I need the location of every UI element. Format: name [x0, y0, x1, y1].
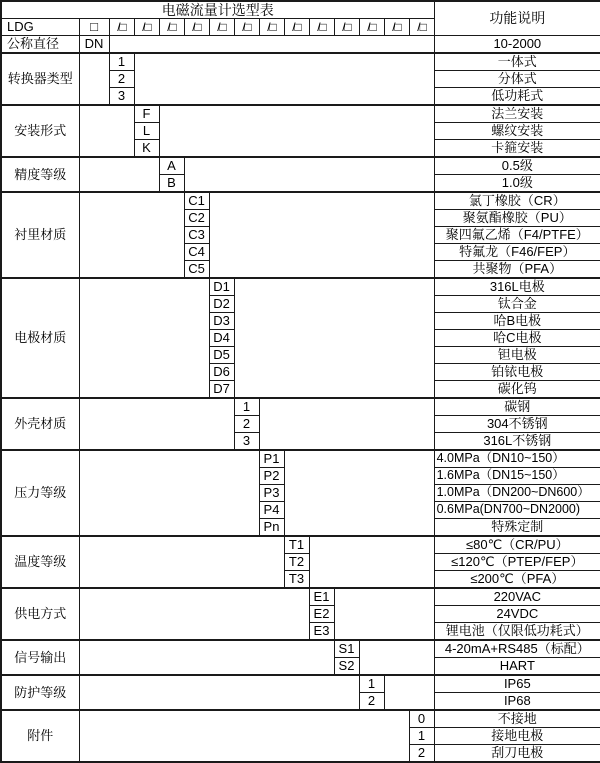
spacer-cell: [79, 53, 109, 105]
code-cell: T1: [284, 536, 309, 554]
spacer-cell: [79, 450, 259, 536]
model-slot-cell: /□: [134, 19, 159, 36]
function-cell: 316L电极: [434, 278, 600, 296]
function-cell: 1.0MPa（DN200~DN600）: [434, 485, 600, 502]
function-cell: 4-20mA+RS485（标配）: [434, 640, 600, 658]
function-cell: 碳化钨: [434, 381, 600, 399]
code-cell: D4: [209, 330, 234, 347]
function-cell: 钽电极: [434, 347, 600, 364]
function-cell: 低功耗式: [434, 88, 600, 106]
code-cell: D5: [209, 347, 234, 364]
code-cell: 1: [109, 53, 134, 71]
function-cell: IP68: [434, 693, 600, 711]
function-cell: 316L不锈钢: [434, 433, 600, 451]
spacer-cell: [209, 192, 434, 278]
category-label: 信号输出: [1, 640, 79, 675]
code-cell: C3: [184, 227, 209, 244]
code-cell: C4: [184, 244, 209, 261]
model-slot-cell: /□: [109, 19, 134, 36]
code-cell: 3: [109, 88, 134, 106]
model-slot-cell: /□: [159, 19, 184, 36]
category-label: 公称直径: [1, 36, 79, 54]
code-cell: P1: [259, 450, 284, 468]
function-cell: 1.6MPa（DN15~150）: [434, 468, 600, 485]
code-cell: D6: [209, 364, 234, 381]
category-label: 压力等级: [1, 450, 79, 536]
code-cell: D3: [209, 313, 234, 330]
model-slot-cell: /□: [259, 19, 284, 36]
spacer-cell: [79, 640, 334, 675]
code-cell: P2: [259, 468, 284, 485]
function-cell: 聚四氟乙烯（F4/PTFE）: [434, 227, 600, 244]
code-cell: S1: [334, 640, 359, 658]
function-cell: HART: [434, 658, 600, 676]
function-cell: 不接地: [434, 710, 600, 728]
model-slot-cell: /□: [184, 19, 209, 36]
function-cell: 法兰安装: [434, 105, 600, 123]
model-slot-cell: /□: [359, 19, 384, 36]
code-cell: 2: [234, 416, 259, 433]
function-cell: 接地电极: [434, 728, 600, 745]
code-cell: 3: [234, 433, 259, 451]
function-cell: 刮刀电极: [434, 745, 600, 763]
code-cell: 1: [409, 728, 434, 745]
code-cell: P4: [259, 502, 284, 519]
model-slot-cell: /□: [384, 19, 409, 36]
function-column-header: 功能说明: [434, 1, 600, 36]
function-cell: 碳钢: [434, 398, 600, 416]
code-cell: C2: [184, 210, 209, 227]
spacer-cell: [134, 53, 434, 105]
spacer-cell: [79, 710, 409, 762]
function-cell: 哈B电极: [434, 313, 600, 330]
code-cell: P3: [259, 485, 284, 502]
function-cell: 螺纹安装: [434, 123, 600, 140]
code-cell: C5: [184, 261, 209, 279]
code-cell: D1: [209, 278, 234, 296]
table-title: 电磁流量计选型表: [1, 1, 434, 19]
spacer-cell: [79, 105, 134, 157]
code-cell: E1: [309, 588, 334, 606]
model-box-cell: □: [79, 19, 109, 36]
model-slot-cell: /□: [234, 19, 259, 36]
spacer-cell: [384, 675, 434, 710]
code-cell: A: [159, 157, 184, 175]
function-cell: 4.0MPa（DN10~150）: [434, 450, 600, 468]
function-cell: 1.0级: [434, 175, 600, 193]
spacer-cell: [79, 536, 284, 588]
model-slot-cell: /□: [334, 19, 359, 36]
function-cell: 共聚物（PFA）: [434, 261, 600, 279]
spacer-cell: [79, 675, 359, 710]
function-cell: ≤120℃（PTEP/FEP）: [434, 554, 600, 571]
code-cell: DN: [79, 36, 109, 54]
function-cell: 卡箍安装: [434, 140, 600, 158]
code-cell: 2: [109, 71, 134, 88]
code-cell: F: [134, 105, 159, 123]
category-label: 电极材质: [1, 278, 79, 398]
function-cell: 304不锈钢: [434, 416, 600, 433]
model-slot-cell: /□: [209, 19, 234, 36]
function-cell: ≤200℃（PFA）: [434, 571, 600, 589]
spacer-cell: [79, 157, 159, 192]
code-cell: K: [134, 140, 159, 158]
function-cell: 24VDC: [434, 606, 600, 623]
category-label: 附件: [1, 710, 79, 762]
code-cell: 2: [359, 693, 384, 711]
function-cell: 哈C电极: [434, 330, 600, 347]
category-label: 外壳材质: [1, 398, 79, 450]
spacer-cell: [234, 278, 434, 398]
model-slot-cell: /□: [309, 19, 334, 36]
spacer-cell: [359, 640, 434, 675]
spacer-cell: [259, 398, 434, 450]
category-label: 供电方式: [1, 588, 79, 640]
code-cell: 1: [234, 398, 259, 416]
code-cell: L: [134, 123, 159, 140]
spacer-cell: [79, 192, 184, 278]
code-cell: E2: [309, 606, 334, 623]
category-label: 精度等级: [1, 157, 79, 192]
spacer-cell: [309, 536, 434, 588]
function-cell: 220VAC: [434, 588, 600, 606]
model-slot-cell: /□: [284, 19, 309, 36]
function-cell: 特殊定制: [434, 519, 600, 537]
spacer-cell: [79, 278, 209, 398]
code-cell: B: [159, 175, 184, 193]
function-cell: 0.6MPa(DN700~DN2000): [434, 502, 600, 519]
spacer-cell: [109, 36, 434, 54]
code-cell: D7: [209, 381, 234, 399]
code-cell: T2: [284, 554, 309, 571]
code-cell: C1: [184, 192, 209, 210]
function-cell: 特氟龙（F46/FEP）: [434, 244, 600, 261]
spacer-cell: [334, 588, 434, 640]
code-cell: 1: [359, 675, 384, 693]
function-cell: IP65: [434, 675, 600, 693]
code-cell: D2: [209, 296, 234, 313]
function-cell: 一体式: [434, 53, 600, 71]
spacer-cell: [79, 588, 309, 640]
code-cell: E3: [309, 623, 334, 641]
model-prefix-label: LDG: [1, 19, 79, 36]
code-cell: 0: [409, 710, 434, 728]
category-label: 衬里材质: [1, 192, 79, 278]
function-cell: 10-2000: [434, 36, 600, 54]
spacer-cell: [159, 105, 434, 157]
code-cell: 2: [409, 745, 434, 763]
function-cell: 钛合金: [434, 296, 600, 313]
model-slot-cell: /□: [409, 19, 434, 36]
function-cell: 0.5级: [434, 157, 600, 175]
category-label: 安装形式: [1, 105, 79, 157]
category-label: 温度等级: [1, 536, 79, 588]
spacer-cell: [79, 398, 234, 450]
function-cell: 分体式: [434, 71, 600, 88]
function-cell: 氯丁橡胶（CR）: [434, 192, 600, 210]
code-cell: T3: [284, 571, 309, 589]
category-label: 转换器类型: [1, 53, 79, 105]
function-cell: 锂电池（仅限低功耗式）: [434, 623, 600, 641]
spacer-cell: [184, 157, 434, 192]
code-cell: S2: [334, 658, 359, 676]
function-cell: ≤80℃（CR/PU）: [434, 536, 600, 554]
function-cell: 铂铱电极: [434, 364, 600, 381]
code-cell: Pn: [259, 519, 284, 537]
function-cell: 聚氨酯橡胶（PU）: [434, 210, 600, 227]
category-label: 防护等级: [1, 675, 79, 710]
spacer-cell: [284, 450, 434, 536]
